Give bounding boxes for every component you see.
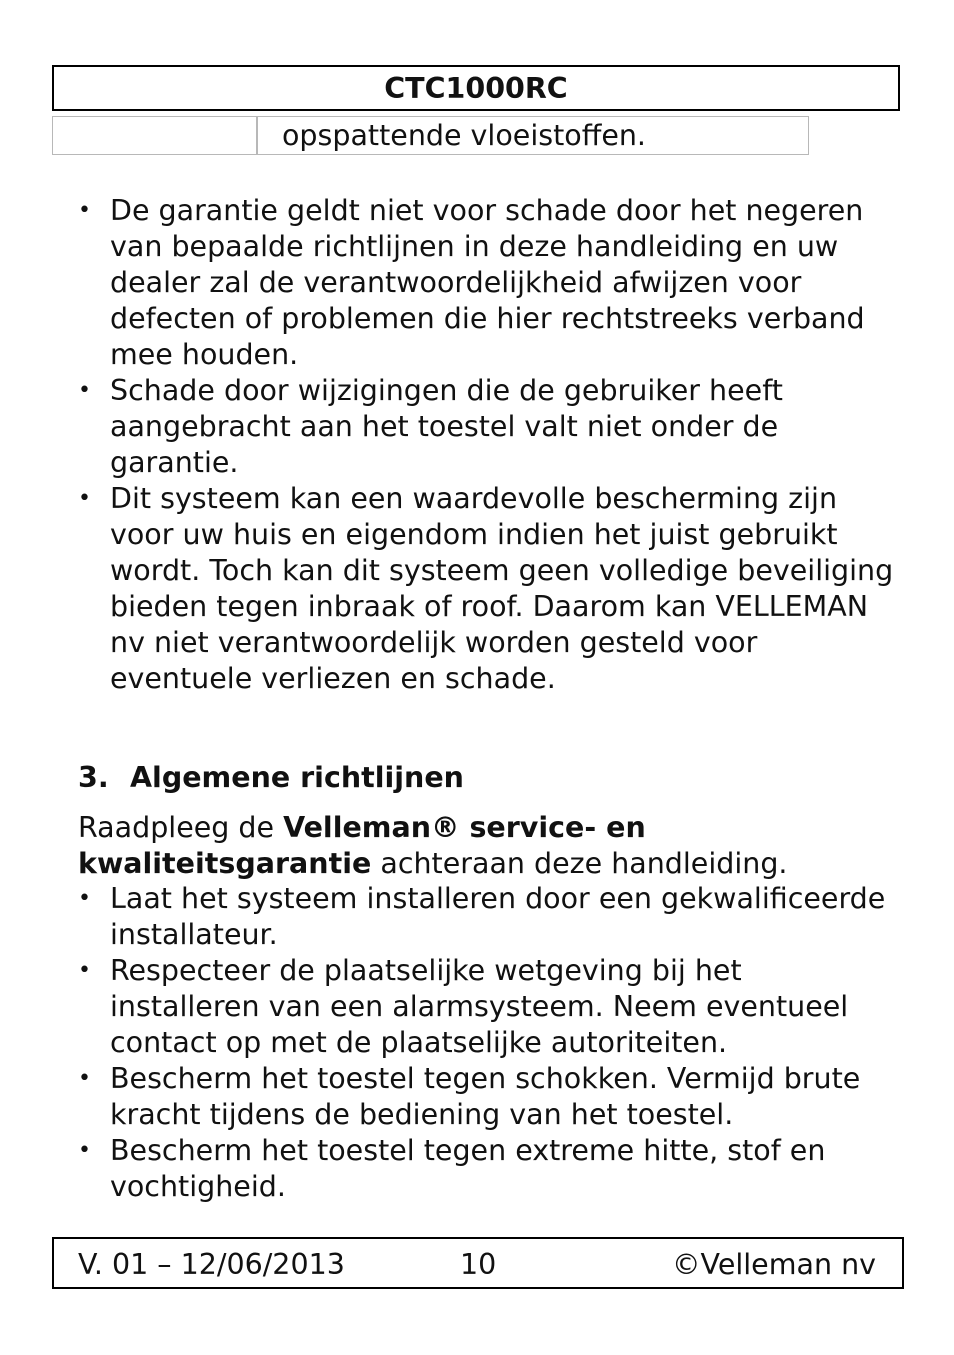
section-number: 3. — [78, 761, 109, 794]
intro-suffix: achteraan deze handleiding. — [371, 847, 788, 880]
list-item-text: Laat het systeem installeren door een gekwalificeerde installateur. — [110, 882, 886, 951]
bullet-icon: • — [78, 1138, 91, 1163]
continued-table-row — [52, 116, 809, 155]
bullet-icon: • — [78, 378, 91, 403]
list-item-text: Bescherm het toestel tegen extreme hitte, stof en vochtigheid. — [110, 1134, 826, 1203]
list-item — [78, 953, 898, 1061]
list-item-text: De garantie geldt niet voor schade door het negeren van bepaalde richtlijnen in deze handleiding en uw dealer zal de verantwoordelijkheid afwijzen voor defecten of problemen die hier rechtstreeks verband mee houden. — [110, 194, 865, 371]
empty-cell — [53, 117, 258, 154]
warranty-bullet-list — [78, 193, 898, 697]
intro-prefix: Raadpleeg de — [78, 811, 284, 844]
footer-box — [52, 1237, 904, 1289]
guidelines-bullet-list — [78, 881, 898, 1205]
footer-copyright: ©Velleman nv — [672, 1248, 876, 1281]
list-item-text: Schade door wijzigingen die de gebruiker heeft aangebracht aan het toestel valt niet onder de garantie. — [110, 374, 783, 479]
bullet-icon: • — [78, 886, 91, 911]
list-item — [78, 1061, 898, 1133]
bullet-icon: • — [78, 958, 91, 983]
bullet-icon: • — [78, 1066, 91, 1091]
list-item-text: Dit systeem kan een waardevolle bescherming zijn voor uw huis en eigendom indien het juist gebruikt wordt. Toch kan dit systeem geen volledige beveiliging bieden tegen inbraak of roof. Daarom kan VELLEMAN nv niet verantwoordelijk worden gesteld voor eventuele verliezen en schade. — [110, 482, 894, 695]
footer-page-number: 10 — [460, 1248, 497, 1281]
bullet-icon: • — [78, 198, 91, 223]
section-title: Algemene richtlijnen — [130, 761, 464, 794]
list-item-text: Bescherm het toestel tegen schokken. Vermijd brute kracht tijdens de bediening van het toestel. — [110, 1062, 861, 1131]
model-title: CTC1000RC — [384, 72, 568, 105]
list-item — [78, 881, 898, 953]
list-item — [78, 193, 898, 373]
list-item — [78, 1133, 898, 1205]
list-item — [78, 373, 898, 481]
bullet-icon: • — [78, 486, 91, 511]
continued-cell-text: opspattende vloeistoffen. — [282, 119, 646, 152]
header-box — [52, 65, 900, 111]
intro-bold: Velleman® service- en kwaliteitsgarantie — [78, 811, 646, 880]
list-item-text: Respecteer de plaatselijke wetgeving bij het installeren van een alarmsysteem. Neem eventueel contact op met de plaatselijke autoriteiten. — [110, 954, 849, 1059]
footer-version: V. 01 – 12/06/2013 — [78, 1248, 345, 1281]
intro-paragraph — [78, 810, 878, 882]
section-heading — [78, 760, 464, 796]
list-item — [78, 481, 898, 697]
